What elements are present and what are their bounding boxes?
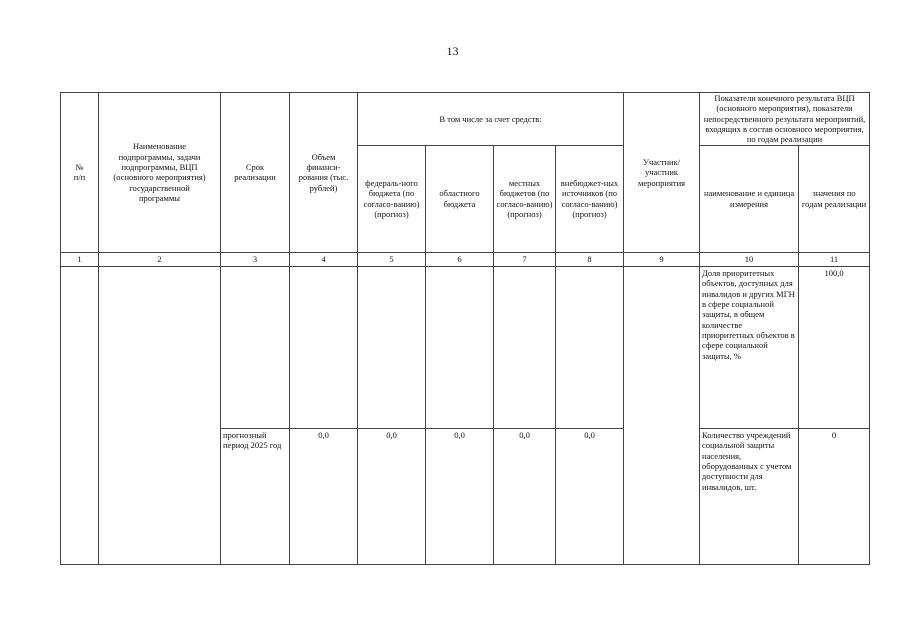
cell-program-name bbox=[99, 266, 221, 564]
colnum-6: 6 bbox=[426, 252, 494, 266]
cell-total bbox=[290, 266, 358, 428]
program-table bbox=[60, 92, 870, 565]
cell-extrabudget bbox=[556, 266, 624, 428]
header-funds-group: В том числе за счет средств: bbox=[358, 93, 624, 146]
header-federal: федераль-ного бюджета (по согласо-ванию) (прогноз) bbox=[358, 145, 426, 252]
header-participant: Участник/ участник мероприятия bbox=[624, 93, 700, 253]
cell-local: 0,0 bbox=[494, 428, 556, 564]
colnum-9: 9 bbox=[624, 252, 700, 266]
header-regional: областного бюджета bbox=[426, 145, 494, 252]
header-indicator-name: наименование и единица измерения bbox=[700, 145, 799, 252]
header-extrabudget: внебюджет-ных источников (по согласо-ванию) (прогноз) bbox=[556, 145, 624, 252]
header-financing: Объем финанси-рования (тыс. рублей) bbox=[290, 93, 358, 253]
colnum-11: 11 bbox=[799, 252, 870, 266]
cell-regional: 0,0 bbox=[426, 428, 494, 564]
header-program-name: Наименование подпрограммы, задачи подпрограммы, ВЦП (основного мероприятия) государственной программы bbox=[99, 93, 221, 253]
cell-indicator-value: 0 bbox=[799, 428, 870, 564]
colnum-2: 2 bbox=[99, 252, 221, 266]
cell-indicator-value: 100,0 bbox=[799, 266, 870, 428]
cell-federal: 0,0 bbox=[358, 428, 426, 564]
colnum-1: 1 bbox=[61, 252, 99, 266]
table-row bbox=[61, 266, 870, 428]
header-period: Срок реализации bbox=[221, 93, 290, 253]
colnum-7: 7 bbox=[494, 252, 556, 266]
colnum-8: 8 bbox=[556, 252, 624, 266]
cell-indicator-name: Количество учреждений социальной защиты населения, оборудованных с учетом доступности для инвалидов, шт. bbox=[700, 428, 799, 564]
page-number: 13 bbox=[446, 44, 459, 58]
cell-local bbox=[494, 266, 556, 428]
cell-number bbox=[61, 266, 99, 564]
cell-period bbox=[221, 266, 290, 428]
header-indicator-values: значения по годам реализации bbox=[799, 145, 870, 252]
colnum-4: 4 bbox=[290, 252, 358, 266]
header-indicators-group: Показатели конечного результата ВЦП (основного мероприятия), показатели непосредственного результата мероприятий, входящих в состав основного мероприятия, по годам реализации bbox=[700, 93, 870, 146]
cell-regional bbox=[426, 266, 494, 428]
colnum-5: 5 bbox=[358, 252, 426, 266]
cell-extrabudget: 0,0 bbox=[556, 428, 624, 564]
colnum-10: 10 bbox=[700, 252, 799, 266]
cell-federal bbox=[358, 266, 426, 428]
cell-indicator-name: Доля приоритетных объектов, доступных для инвалидов и других МГН в сфере социальной защиты, в общем количестве приоритетных объектов в сфере социальной защиты, % bbox=[700, 266, 799, 428]
colnum-3: 3 bbox=[221, 252, 290, 266]
header-local: местных бюджетов (по согласо-ванию) (прогноз) bbox=[494, 145, 556, 252]
cell-participant bbox=[624, 266, 700, 564]
cell-total: 0,0 bbox=[290, 428, 358, 564]
cell-period: прогнозный период 2025 год bbox=[221, 428, 290, 564]
header-number: № п/п bbox=[61, 93, 99, 253]
